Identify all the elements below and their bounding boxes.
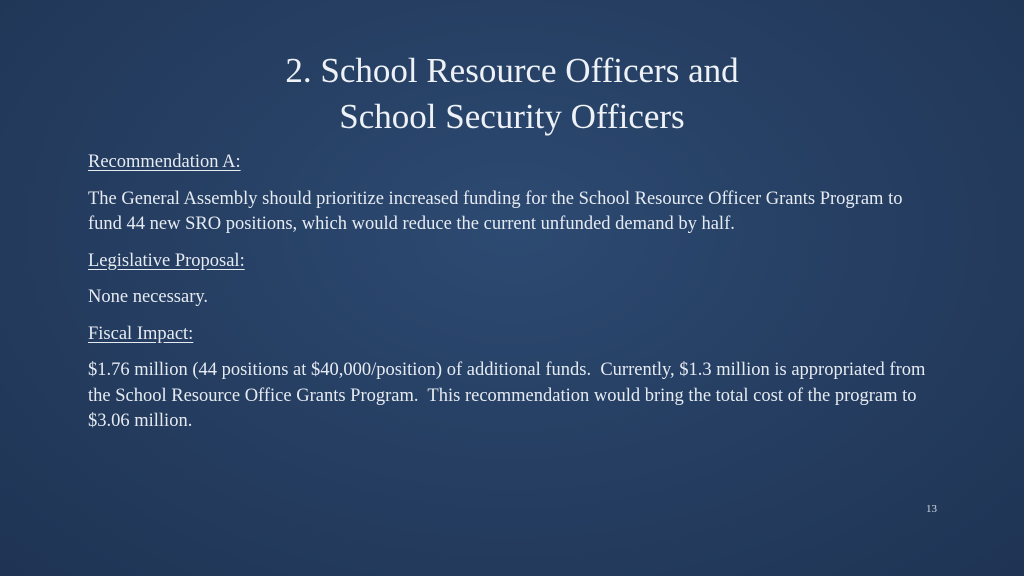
- recommendation-heading: Recommendation A:: [88, 152, 241, 172]
- slide-title-line-2: School Security Officers: [339, 97, 685, 136]
- fiscal-impact-text: $1.76 million (44 positions at $40,000/position) of additional funds. Currently, $1.3 million is appropriated from the School Resource Office Grants Program. This recommendation would bring the total cost of the program to $3.06 million.: [88, 360, 931, 431]
- fiscal-impact-heading: Fiscal Impact:: [88, 323, 194, 344]
- slide-body: [88, 150, 948, 446]
- slide-title-line-1: 2. School Resource Officers and: [285, 51, 739, 90]
- slide-title: [0, 48, 1024, 140]
- legislative-proposal-text: None necessary.: [88, 287, 209, 307]
- recommendation-text: The General Assembly should prioritize increased funding for the School Resource Officer Grants Program to fund 44 new SRO positions, which would reduce the current unfunded demand by half.: [88, 188, 903, 234]
- legislative-proposal-heading: Legislative Proposal:: [88, 250, 245, 271]
- page-number: 13: [926, 503, 937, 515]
